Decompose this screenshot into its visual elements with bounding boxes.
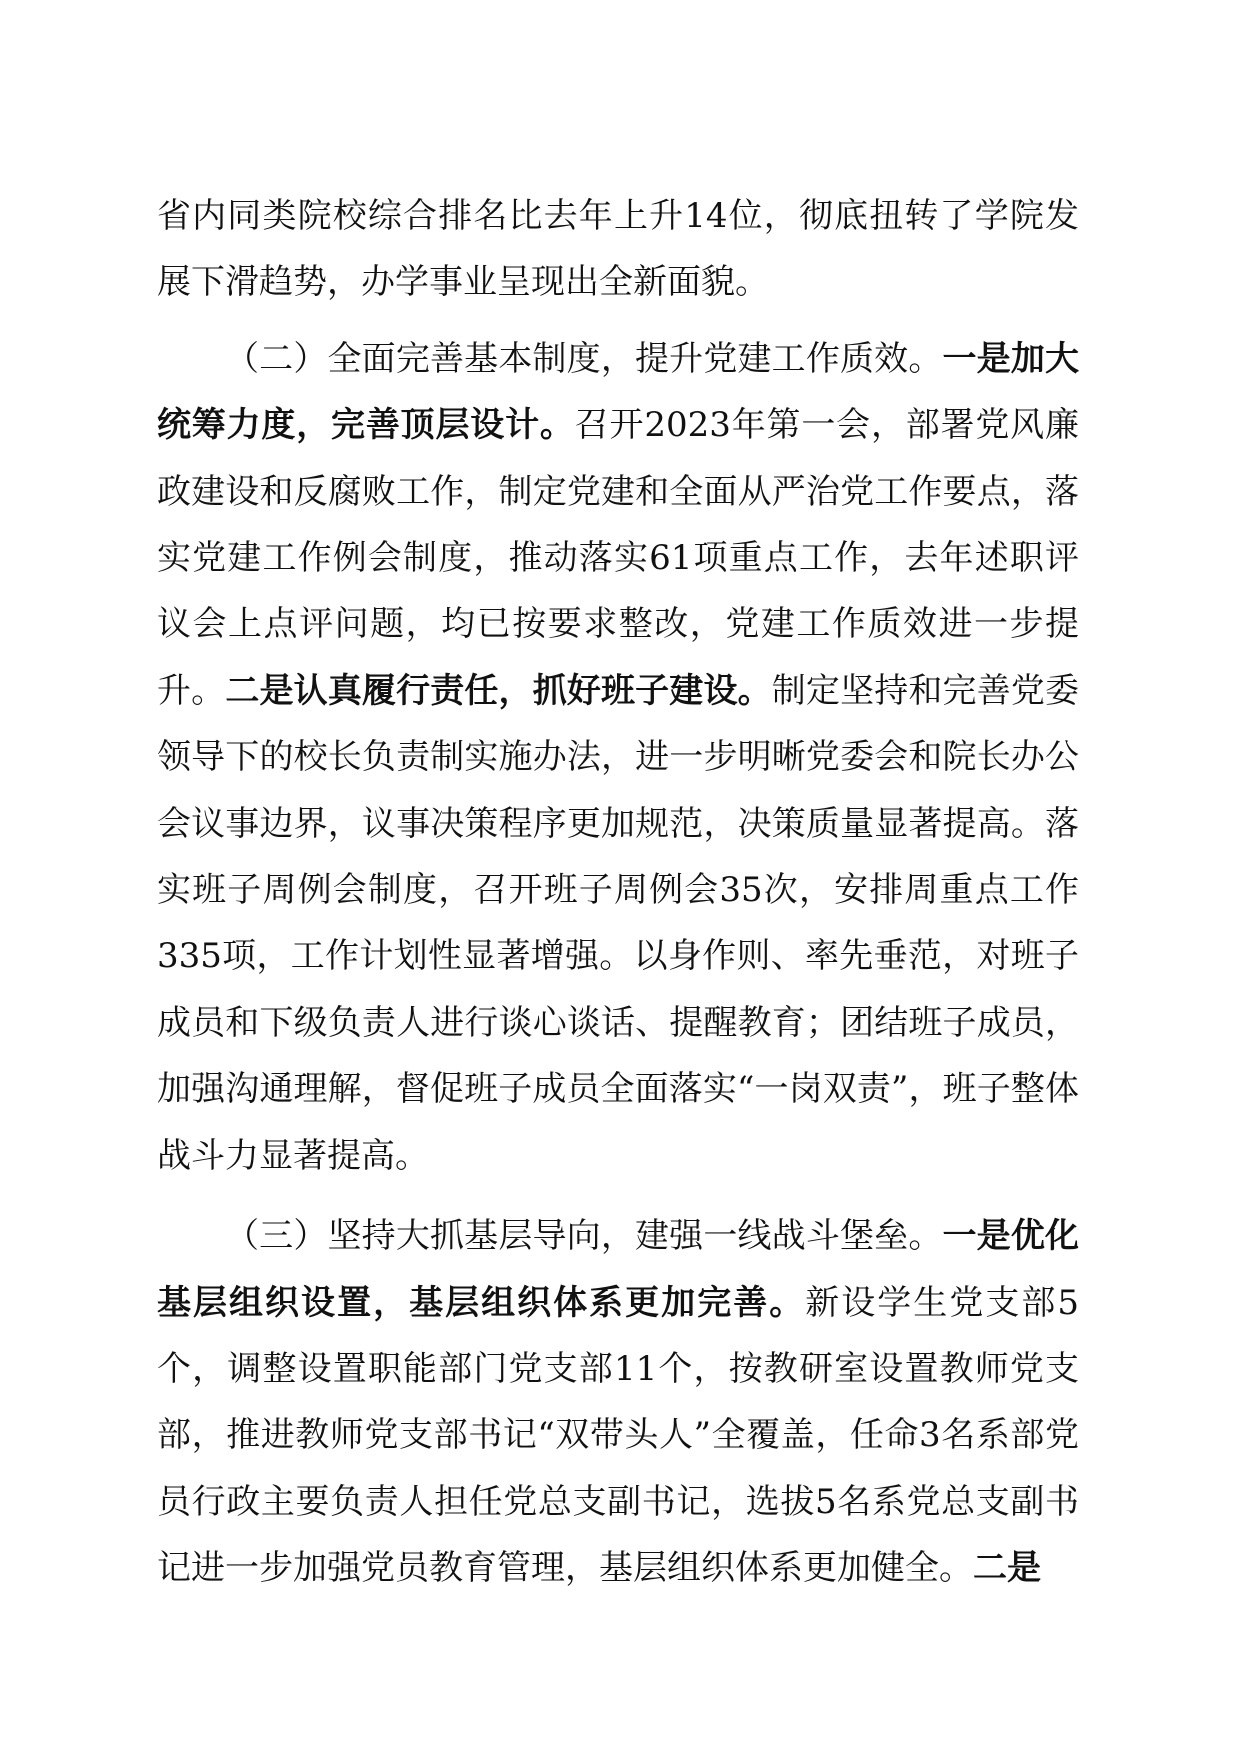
paragraph-section-3 (157, 1203, 1079, 1601)
bold-point-2: 二是 (973, 1548, 1041, 1589)
paragraph-section-2 (157, 326, 1079, 1189)
bold-point-1: 一是优化基层组织设置，基层组织体系更加完善。 (157, 1216, 1079, 1323)
bold-point-1: 一是加大统筹力度，完善顶层设计。 (157, 338, 1079, 446)
text-run: 省内同类院校综合排名比去年上升14位，彻底扭转了学院发展下滑趋势，办学事业呈现出全新面貌。 (157, 196, 1079, 303)
document-body (157, 183, 1079, 1602)
text-run: 制定坚持和完善党委领导下的校长负责制实施办法，进一步明晰党委会和院长办公会议事边界，议事决策程序更加规范，决策质量显著提高。落实班子周例会制度，召开班子周例会35次，安排周重点工作335项，工作计划性显著增强。以身作则、率先垂范，对班子成员和下级负责人进行谈心谈话、提醒教育；团结班子成员，加强沟通理解，督促班子成员全面落实“一岗双责”，班子整体战斗力显著提高。 (157, 670, 1080, 1176)
section-heading-3: （三）坚持大抓基层导向，建强一线战斗堡垒。 (225, 1216, 943, 1257)
text-run: 召开2023年第一会，部署党风廉政建设和反腐败工作，制定党建和全面从严治党工作要点，落实党建工作例会制度，推动落实61项重点工作，去年述职评议会上点评问题，均已按要求整改，党建工作质效进一步提升。 (157, 405, 1079, 711)
paragraph-continuation (157, 183, 1079, 316)
text-run: 新设学生党支部5个，调整设置职能部门党支部11个，按教研室设置教师党支部，推进教师党支部书记“双带头人”全覆盖，任命3名系部党员行政主要负责人担任党总支副书记，选拔5名系党总支副书记进一步加强党员教育管理，基层组织体系更加健全。 (157, 1282, 1079, 1589)
section-heading-2: （二）全面完善基本制度，提升党建工作质效。 (225, 338, 943, 379)
bold-point-2: 二是认真履行责任，抓好班子建设。 (225, 670, 772, 711)
